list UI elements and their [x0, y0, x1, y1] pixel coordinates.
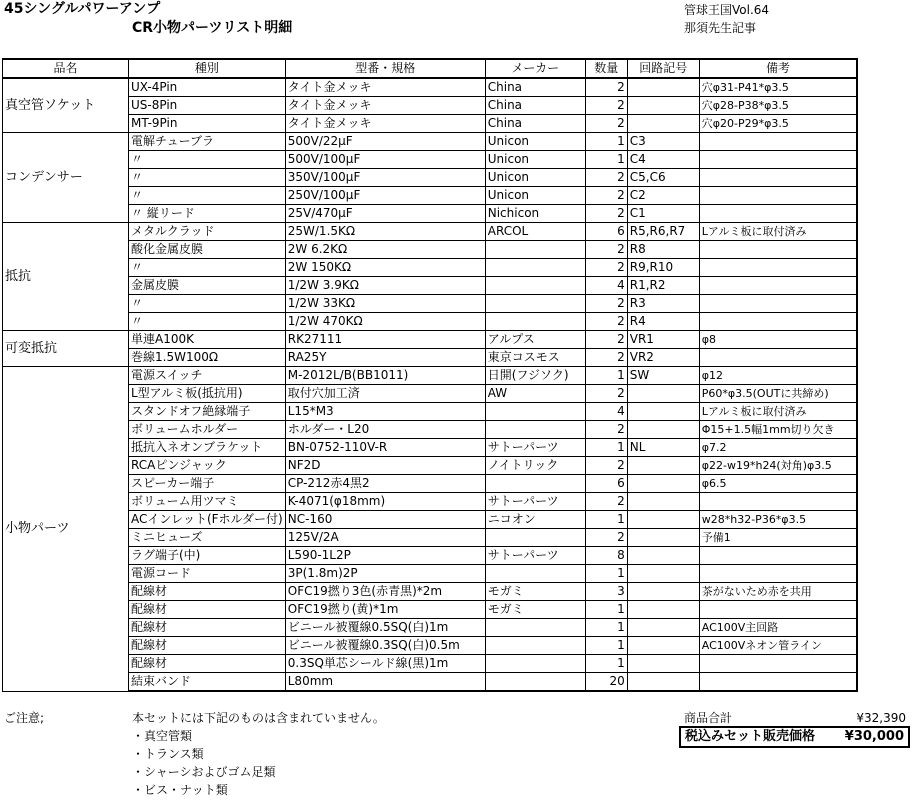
cell-ref	[627, 421, 699, 439]
table-row	[3, 241, 858, 259]
cell-model: RA25Y	[285, 349, 485, 367]
cell-note	[699, 133, 857, 151]
notes-intro: 本セットには下記のものは含まれていません。	[132, 711, 385, 725]
cell-type: 〃	[129, 151, 286, 169]
cell-type: スタンドオフ絶縁端子	[129, 403, 286, 421]
cell-type: 金属皮膜	[129, 277, 286, 295]
cell-type: 配線材	[129, 655, 286, 673]
notes-list	[132, 727, 276, 799]
cell-qty: 1	[585, 439, 627, 457]
cell-model: L590-1L2P	[285, 547, 485, 565]
cell-ref	[627, 565, 699, 583]
cell-ref: R8	[627, 241, 699, 259]
cell-model: 2W 150KΩ	[285, 259, 485, 277]
cell-model: ビニール被覆線0.3SQ(白)0.5m	[285, 637, 485, 655]
table-row	[3, 205, 858, 223]
cell-note: 穴φ20-P29*φ3.5	[699, 115, 857, 133]
table-row	[3, 349, 858, 367]
cell-model: 500V/100μF	[285, 151, 485, 169]
cell-note: AC100Vネオン管ライン	[699, 637, 857, 655]
cell-model: RK27111	[285, 331, 485, 349]
cell-qty: 6	[585, 475, 627, 493]
cell-ref: C4	[627, 151, 699, 169]
cell-ref: SW	[627, 367, 699, 385]
cell-ref: R1,R2	[627, 277, 699, 295]
cell-ref: VR2	[627, 349, 699, 367]
cell-type: 〃	[129, 259, 286, 277]
cell-note	[699, 295, 857, 313]
cell-note	[699, 241, 857, 259]
cell-ref	[627, 403, 699, 421]
cell-model: NC-160	[285, 511, 485, 529]
cell-ref	[627, 115, 699, 133]
cell-model: 25W/1.5KΩ	[285, 223, 485, 241]
cell-qty: 3	[585, 583, 627, 601]
parts-table	[2, 58, 858, 692]
cell-qty: 1	[585, 565, 627, 583]
cell-model: ホルダー・L20	[285, 421, 485, 439]
cell-note	[699, 277, 857, 295]
table-row	[3, 511, 858, 529]
cell-type: 配線材	[129, 583, 286, 601]
cell-note	[699, 493, 857, 511]
table-row	[3, 655, 858, 673]
set-price-label: 税込みセット販売価格	[685, 729, 816, 744]
cell-ref: R5,R6,R7	[627, 223, 699, 241]
cell-model: 1/2W 3.9KΩ	[285, 277, 485, 295]
cell-model: 125V/2A	[285, 529, 485, 547]
cell-type: MT-9Pin	[129, 115, 286, 133]
cell-note: Lアルミ板に取付済み	[699, 223, 857, 241]
cell-model: CP-212赤4黒2	[285, 475, 485, 493]
cell-qty: 2	[585, 78, 627, 97]
cell-qty: 2	[585, 205, 627, 223]
table-row	[3, 151, 858, 169]
cell-note: Φ15+1.5幅1mm切り欠き	[699, 421, 857, 439]
category-cell: 可変抵抗	[3, 331, 129, 367]
table-row	[3, 223, 858, 241]
cell-type: スピーカー端子	[129, 475, 286, 493]
cell-note: AC100V主回路	[699, 619, 857, 637]
table-row	[3, 619, 858, 637]
cell-type: RCAピンジャック	[129, 457, 286, 475]
cell-maker	[485, 619, 585, 637]
cell-model: 250V/100μF	[285, 187, 485, 205]
cell-note	[699, 205, 857, 223]
table-row	[3, 493, 858, 511]
cell-note: φ22-w19*h24(対角)φ3.5	[699, 457, 857, 475]
cell-qty: 2	[585, 529, 627, 547]
cell-note	[699, 547, 857, 565]
notes-item: ・ビス・ナット類	[132, 783, 228, 797]
cell-ref	[627, 385, 699, 403]
cell-note	[699, 259, 857, 277]
notes-item: ・トランス類	[132, 747, 204, 761]
cell-note	[699, 565, 857, 583]
cell-model: 0.3SQ単芯シールド線(黒)1m	[285, 655, 485, 673]
table-row	[3, 313, 858, 331]
cell-model: 1/2W 470KΩ	[285, 313, 485, 331]
cell-ref	[627, 78, 699, 97]
cell-maker	[485, 403, 585, 421]
cell-note: φ7.2	[699, 439, 857, 457]
cell-maker: China	[485, 97, 585, 115]
cell-type: 巻線1.5W100Ω	[129, 349, 286, 367]
cell-type: US-8Pin	[129, 97, 286, 115]
cell-maker: ノイトリック	[485, 457, 585, 475]
table-row	[3, 367, 858, 385]
cell-model: 2W 6.2KΩ	[285, 241, 485, 259]
cell-qty: 2	[585, 187, 627, 205]
cell-ref	[627, 493, 699, 511]
cell-maker: ニコオン	[485, 511, 585, 529]
table-row	[3, 637, 858, 655]
cell-model: M-2012L/B(BB1011)	[285, 367, 485, 385]
cell-note	[699, 655, 857, 673]
cell-ref	[627, 673, 699, 692]
cell-qty: 2	[585, 115, 627, 133]
cell-maker: サトーパーツ	[485, 439, 585, 457]
cell-type: 結束バンド	[129, 673, 286, 692]
cell-model: タイト金メッキ	[285, 115, 485, 133]
table-row	[3, 403, 858, 421]
table-row	[3, 565, 858, 583]
document-title: 45シングルパワーアンプ	[4, 1, 161, 17]
cell-model: 3P(1.8m)2P	[285, 565, 485, 583]
cell-type: 〃	[129, 295, 286, 313]
cell-ref	[627, 475, 699, 493]
cell-maker: China	[485, 78, 585, 97]
cell-qty: 1	[585, 619, 627, 637]
cell-type: 抵抗入ネオンブラケット	[129, 439, 286, 457]
cell-maker: China	[485, 115, 585, 133]
cell-model: タイト金メッキ	[285, 78, 485, 97]
column-header: メーカー	[485, 59, 585, 78]
cell-note	[699, 349, 857, 367]
cell-qty: 4	[585, 277, 627, 295]
cell-maker	[485, 655, 585, 673]
column-header: 型番・規格	[285, 59, 485, 78]
cell-type: ボリュームホルダー	[129, 421, 286, 439]
category-cell: コンデンサー	[3, 133, 129, 223]
cell-model: NF2D	[285, 457, 485, 475]
cell-ref: NL	[627, 439, 699, 457]
set-price-value: ¥30,000	[844, 729, 904, 744]
cell-ref	[627, 637, 699, 655]
cell-note	[699, 313, 857, 331]
cell-type: 〃 縦リード	[129, 205, 286, 223]
cell-note: 穴φ28-P38*φ3.5	[699, 97, 857, 115]
cell-type: 単連A100K	[129, 331, 286, 349]
set-price-box	[679, 726, 910, 748]
table-row	[3, 97, 858, 115]
cell-type: 〃	[129, 169, 286, 187]
cell-qty: 8	[585, 547, 627, 565]
cell-maker: モガミ	[485, 583, 585, 601]
cell-note: φ6.5	[699, 475, 857, 493]
cell-type: 〃	[129, 187, 286, 205]
cell-type: L型アルミ板(抵抗用)	[129, 385, 286, 403]
cell-type: 電源コード	[129, 565, 286, 583]
table-row	[3, 457, 858, 475]
cell-ref: C3	[627, 133, 699, 151]
cell-ref: C1	[627, 205, 699, 223]
cell-maker: Unicon	[485, 133, 585, 151]
table-row	[3, 115, 858, 133]
cell-note	[699, 673, 857, 692]
cell-qty: 2	[585, 385, 627, 403]
cell-qty: 2	[585, 331, 627, 349]
cell-maker: 日開(フジソク)	[485, 367, 585, 385]
cell-type: 配線材	[129, 637, 286, 655]
table-row	[3, 78, 858, 97]
table-row	[3, 169, 858, 187]
cell-note: Lアルミ板に取付済み	[699, 403, 857, 421]
cell-qty: 1	[585, 151, 627, 169]
cell-note	[699, 151, 857, 169]
cell-qty: 1	[585, 601, 627, 619]
cell-maker: モガミ	[485, 601, 585, 619]
table-row	[3, 547, 858, 565]
cell-note: P60*φ3.5(OUTに共締め)	[699, 385, 857, 403]
cell-maker	[485, 295, 585, 313]
cell-type: UX-4Pin	[129, 78, 286, 97]
cell-qty: 2	[585, 169, 627, 187]
category-cell: 真空管ソケット	[3, 78, 129, 133]
cell-type: 電源スイッチ	[129, 367, 286, 385]
notes-item: ・シャーシおよびゴム足類	[132, 765, 276, 779]
subtotal-label: 商品合計	[684, 711, 733, 725]
cell-model: K-4071(φ18mm)	[285, 493, 485, 511]
table-row	[3, 259, 858, 277]
category-cell: 小物パーツ	[3, 367, 129, 692]
column-header: 数量	[585, 59, 627, 78]
table-row	[3, 475, 858, 493]
cell-maker: ARCOL	[485, 223, 585, 241]
cell-note: φ8	[699, 331, 857, 349]
cell-model: OFC19撚り(黄)*1m	[285, 601, 485, 619]
table-row	[3, 421, 858, 439]
cell-ref	[627, 655, 699, 673]
cell-ref: R3	[627, 295, 699, 313]
table-row	[3, 133, 858, 151]
cell-qty: 2	[585, 241, 627, 259]
source-article: 那須先生記事	[684, 21, 757, 35]
cell-qty: 20	[585, 673, 627, 692]
cell-model: L80mm	[285, 673, 485, 692]
cell-ref	[627, 583, 699, 601]
cell-note	[699, 187, 857, 205]
cell-qty: 1	[585, 637, 627, 655]
cell-note: w28*h32-P36*φ3.5	[699, 511, 857, 529]
cell-qty: 2	[585, 259, 627, 277]
cell-maker: 東京コスモス	[485, 349, 585, 367]
cell-qty: 4	[585, 403, 627, 421]
cell-ref	[627, 529, 699, 547]
cell-type: ミニヒューズ	[129, 529, 286, 547]
notes-heading: ご注意;	[4, 711, 45, 725]
cell-model: BN-0752-110V-R	[285, 439, 485, 457]
cell-ref: VR1	[627, 331, 699, 349]
cell-qty: 2	[585, 457, 627, 475]
cell-ref	[627, 619, 699, 637]
cell-ref	[627, 547, 699, 565]
cell-type: メタルクラッド	[129, 223, 286, 241]
cell-maker: Unicon	[485, 187, 585, 205]
cell-qty: 2	[585, 493, 627, 511]
cell-maker	[485, 673, 585, 692]
cell-model: L15*M3	[285, 403, 485, 421]
table-row	[3, 385, 858, 403]
cell-qty: 6	[585, 223, 627, 241]
cell-type: ラグ端子(中)	[129, 547, 286, 565]
cell-qty: 1	[585, 655, 627, 673]
cell-model: 1/2W 33KΩ	[285, 295, 485, 313]
table-header-row	[3, 59, 858, 78]
cell-model: 350V/100μF	[285, 169, 485, 187]
notes-item: ・真空管類	[132, 729, 193, 743]
table-row	[3, 277, 858, 295]
cell-maker	[485, 475, 585, 493]
cell-model: 取付穴加工済	[285, 385, 485, 403]
cell-type: 配線材	[129, 619, 286, 637]
table-row	[3, 529, 858, 547]
cell-type: 配線材	[129, 601, 286, 619]
cell-maker: Nichicon	[485, 205, 585, 223]
cell-qty: 2	[585, 295, 627, 313]
cell-maker: Unicon	[485, 169, 585, 187]
cell-maker: サトーパーツ	[485, 493, 585, 511]
cell-type: 酸化金属皮膜	[129, 241, 286, 259]
cell-ref: C2	[627, 187, 699, 205]
cell-ref	[627, 511, 699, 529]
table-row	[3, 673, 858, 692]
cell-ref	[627, 601, 699, 619]
column-header: 品名	[3, 59, 129, 78]
cell-ref: C5,C6	[627, 169, 699, 187]
cell-type: ACインレット(Fホルダー付)	[129, 511, 286, 529]
cell-type: 電解チューブラ	[129, 133, 286, 151]
cell-qty: 1	[585, 133, 627, 151]
cell-maker	[485, 637, 585, 655]
table-row	[3, 601, 858, 619]
cell-ref	[627, 457, 699, 475]
document-subtitle: CR小物パーツリスト明細	[132, 20, 293, 36]
cell-note: 茶がないため赤を共用	[699, 583, 857, 601]
column-header: 種別	[129, 59, 286, 78]
cell-maker: Unicon	[485, 151, 585, 169]
cell-qty: 1	[585, 511, 627, 529]
column-header: 回路記号	[627, 59, 699, 78]
subtotal-value: ¥32,390	[856, 711, 906, 725]
cell-type: ボリューム用ツマミ	[129, 493, 286, 511]
cell-ref: R4	[627, 313, 699, 331]
cell-qty: 2	[585, 313, 627, 331]
table-row	[3, 583, 858, 601]
source-magazine: 管球王国Vol.64	[684, 3, 770, 17]
cell-maker: アルプス	[485, 331, 585, 349]
cell-ref: R9,R10	[627, 259, 699, 277]
cell-note	[699, 169, 857, 187]
table-row	[3, 295, 858, 313]
cell-maker: サトーパーツ	[485, 547, 585, 565]
cell-model: OFC19撚り3色(赤青黒)*2m	[285, 583, 485, 601]
column-header: 備考	[699, 59, 857, 78]
cell-model: 25V/470μF	[285, 205, 485, 223]
table-row	[3, 331, 858, 349]
cell-note: 穴φ31-P41*φ3.5	[699, 78, 857, 97]
cell-maker	[485, 421, 585, 439]
table-row	[3, 439, 858, 457]
cell-maker	[485, 565, 585, 583]
cell-note: φ12	[699, 367, 857, 385]
cell-qty: 2	[585, 349, 627, 367]
cell-model: タイト金メッキ	[285, 97, 485, 115]
cell-note: 予備1	[699, 529, 857, 547]
cell-maker	[485, 259, 585, 277]
category-cell: 抵抗	[3, 223, 129, 331]
cell-maker	[485, 241, 585, 259]
cell-maker	[485, 529, 585, 547]
cell-qty: 2	[585, 421, 627, 439]
cell-qty: 2	[585, 97, 627, 115]
cell-qty: 1	[585, 367, 627, 385]
table-row	[3, 187, 858, 205]
cell-ref	[627, 97, 699, 115]
cell-type: 〃	[129, 313, 286, 331]
cell-maker: AW	[485, 385, 585, 403]
cell-maker	[485, 277, 585, 295]
cell-model: 500V/22μF	[285, 133, 485, 151]
cell-maker	[485, 313, 585, 331]
cell-model: ビニール被覆線0.5SQ(白)1m	[285, 619, 485, 637]
cell-note	[699, 601, 857, 619]
